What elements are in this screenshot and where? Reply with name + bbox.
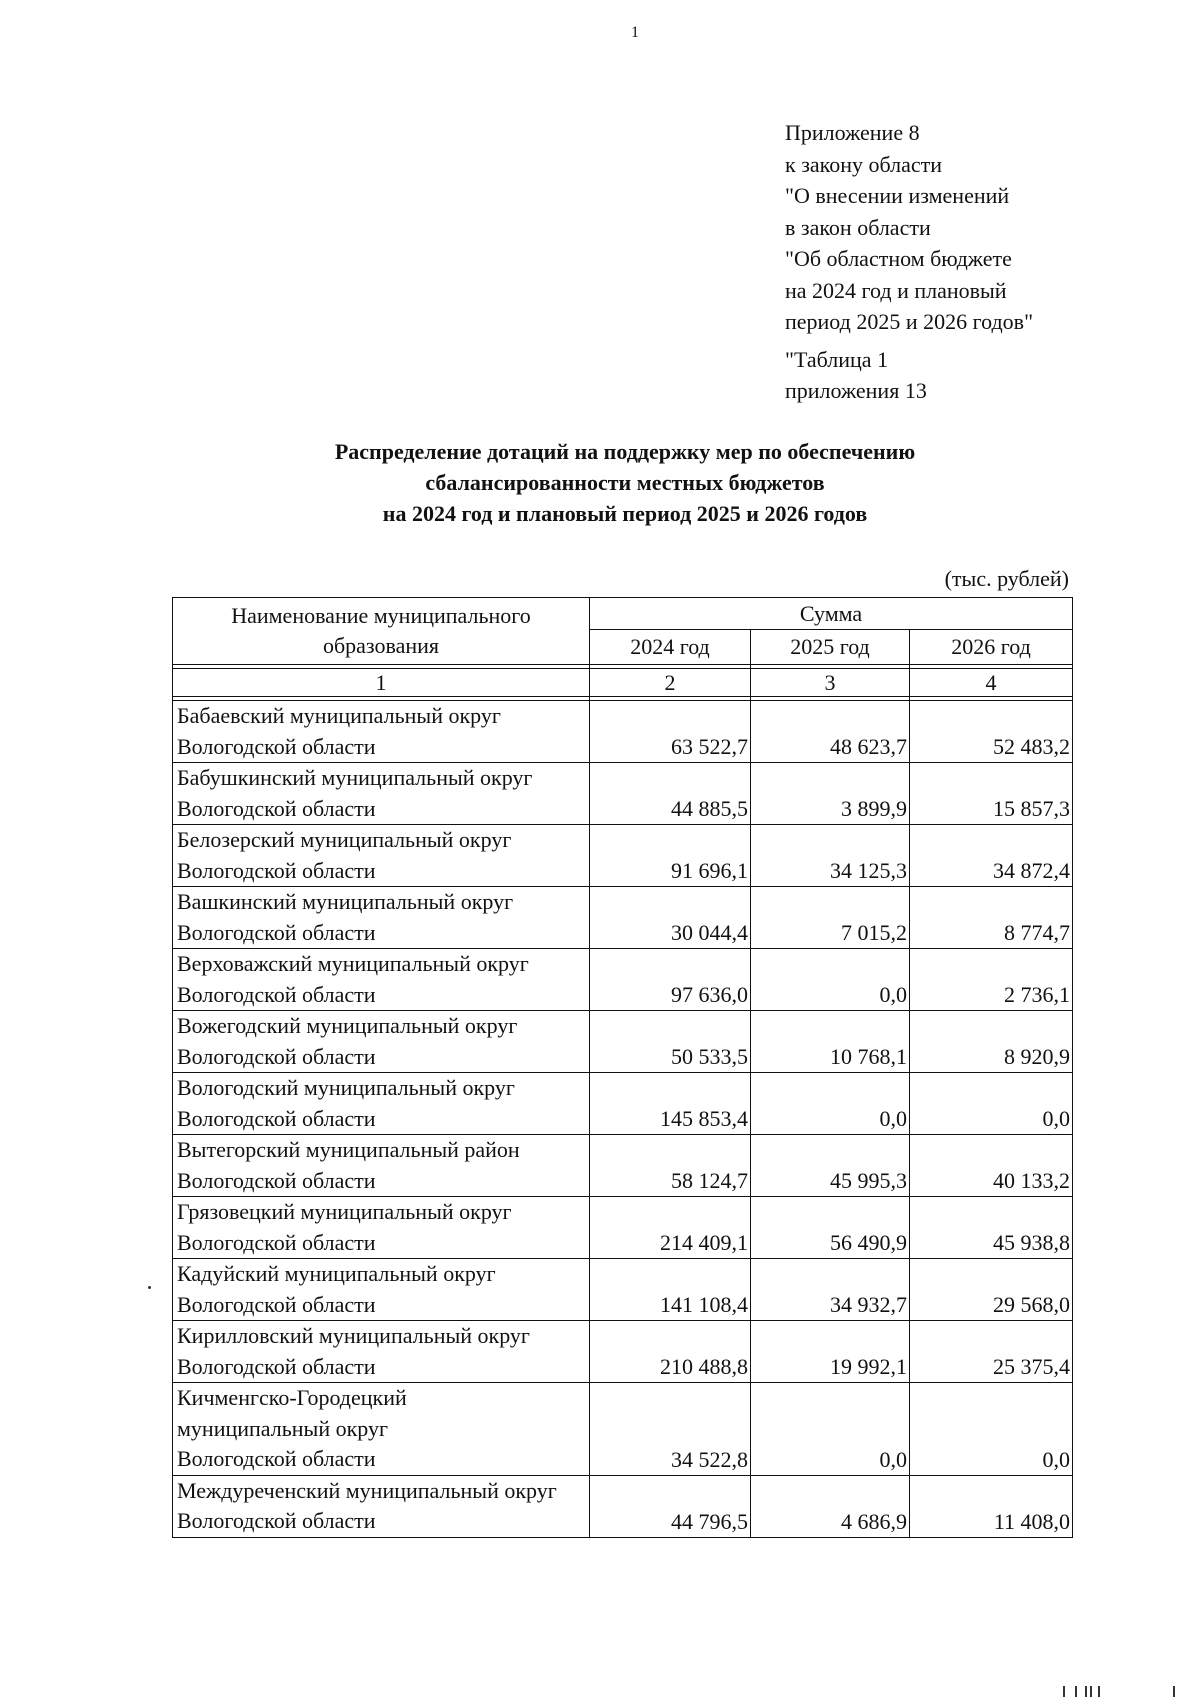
value-2025: 7 015,2 xyxy=(751,887,910,949)
value-2026: 34 872,4 xyxy=(910,825,1073,887)
table-row xyxy=(173,1259,1073,1321)
value-2024: 34 522,8 xyxy=(590,1383,751,1476)
value-2025: 34 125,3 xyxy=(751,825,910,887)
value-2026: 29 568,0 xyxy=(910,1259,1073,1321)
value-2024: 214 409,1 xyxy=(590,1197,751,1259)
appendix-line: Приложение 8 xyxy=(785,120,920,145)
municipality-name xyxy=(173,1011,590,1073)
municipality-name-line: Кадуйский муниципальный округ xyxy=(177,1261,496,1286)
document-title xyxy=(170,436,1080,529)
table-row xyxy=(173,701,1073,763)
header-year-2026: 2026 год xyxy=(910,630,1073,665)
municipality-name xyxy=(173,763,590,825)
municipality-name-line: Белозерский муниципальный округ xyxy=(177,827,512,852)
value-2025: 0,0 xyxy=(751,1383,910,1476)
column-number: 1 xyxy=(173,669,590,697)
value-2026: 2 736,1 xyxy=(910,949,1073,1011)
subsidies-table xyxy=(172,597,1073,1538)
municipality-name xyxy=(173,1259,590,1321)
value-2024: 141 108,4 xyxy=(590,1259,751,1321)
municipality-name-line: Вожегодский муниципальный округ xyxy=(177,1013,518,1038)
municipality-name-line: Кирилловский муниципальный округ xyxy=(177,1323,530,1348)
value-2024: 44 885,5 xyxy=(590,763,751,825)
municipality-name-line: Вологодской области xyxy=(177,919,376,945)
value-2024: 50 533,5 xyxy=(590,1011,751,1073)
municipality-name-line: Грязовецкий муниципальный округ xyxy=(177,1199,512,1224)
appendix-line: "О внесении изменений xyxy=(785,183,1010,208)
value-2026: 11 408,0 xyxy=(910,1475,1073,1537)
title-line: сбалансированности местных бюджетов xyxy=(425,470,825,495)
municipality-name-line: Вологодской области xyxy=(177,1353,376,1379)
table-row xyxy=(173,1011,1073,1073)
municipality-name-line: Вологодской области xyxy=(177,981,376,1007)
appendix-line: на 2024 год и плановый xyxy=(785,277,1007,303)
value-2025: 3 899,9 xyxy=(751,763,910,825)
value-2025: 19 992,1 xyxy=(751,1321,910,1383)
appendix-line: "Таблица 1 xyxy=(785,346,889,372)
header-name-column: Наименование муниципального образования xyxy=(173,598,590,665)
column-number-row xyxy=(173,669,1073,697)
scan-dot xyxy=(148,1286,151,1289)
appendix-line: к закону области xyxy=(785,151,943,177)
table-row xyxy=(173,1073,1073,1135)
municipality-name xyxy=(173,1197,590,1259)
value-2024: 30 044,4 xyxy=(590,887,751,949)
municipality-name-line: Вологодской области xyxy=(177,1508,376,1533)
value-2026: 52 483,2 xyxy=(910,701,1073,763)
title-line: Распределение дотаций на поддержку мер по обеспечению xyxy=(334,439,916,464)
appendix-note xyxy=(785,117,1033,407)
value-2026: 40 133,2 xyxy=(910,1135,1073,1197)
appendix-line: в закон области xyxy=(785,214,931,240)
municipality-name xyxy=(173,1073,590,1135)
municipality-name xyxy=(173,1321,590,1383)
value-2026: 0,0 xyxy=(910,1073,1073,1135)
value-2024: 91 696,1 xyxy=(590,825,751,887)
municipality-name xyxy=(173,825,590,887)
page-number: 1 xyxy=(631,24,639,41)
table-header-row xyxy=(173,598,1073,630)
municipality-name xyxy=(173,701,590,763)
value-2024: 97 636,0 xyxy=(590,949,751,1011)
municipality-name xyxy=(173,949,590,1011)
table-row xyxy=(173,763,1073,825)
municipality-name xyxy=(173,1475,590,1537)
value-2025: 56 490,9 xyxy=(751,1197,910,1259)
municipality-name-line: Вологодской области xyxy=(177,1167,376,1193)
value-2024: 44 796,5 xyxy=(590,1475,751,1537)
value-2024: 145 853,4 xyxy=(590,1073,751,1135)
units-label: (тыс. рублей) xyxy=(944,566,1069,591)
value-2025: 0,0 xyxy=(751,949,910,1011)
value-2026: 8 774,7 xyxy=(910,887,1073,949)
municipality-name-line: Кичменгско-Городецкий xyxy=(177,1385,407,1410)
municipality-name-line: муниципальный округ xyxy=(177,1415,389,1441)
table-row xyxy=(173,949,1073,1011)
table-row xyxy=(173,1475,1073,1537)
appendix-line: "Об областном бюджете xyxy=(785,246,1012,271)
value-2026: 8 920,9 xyxy=(910,1011,1073,1073)
municipality-name-line: Вологодской области xyxy=(177,1229,376,1255)
value-2025: 4 686,9 xyxy=(751,1475,910,1537)
table-row xyxy=(173,1197,1073,1259)
municipality-name-line: Вологодский муниципальный округ xyxy=(177,1075,515,1100)
header-year-2024: 2024 год xyxy=(590,630,751,665)
table-row xyxy=(173,887,1073,949)
title-line: на 2024 год и плановый период 2025 и 2026 годов xyxy=(382,501,868,526)
municipality-name-line: Вашкинский муниципальный округ xyxy=(177,889,514,914)
value-2026: 0,0 xyxy=(910,1383,1073,1476)
column-number: 2 xyxy=(590,669,751,697)
value-2025: 48 623,7 xyxy=(751,701,910,763)
municipality-name-line: Вологодской области xyxy=(177,1105,376,1131)
value-2026: 45 938,8 xyxy=(910,1197,1073,1259)
municipality-name xyxy=(173,887,590,949)
table-row xyxy=(173,1321,1073,1383)
appendix-line: период 2025 и 2026 годов" xyxy=(785,309,1034,334)
table-row xyxy=(173,1135,1073,1197)
municipality-name-line: Междуреченский муниципальный округ xyxy=(177,1477,557,1503)
value-2024: 63 522,7 xyxy=(590,701,751,763)
municipality-name-line: Вологодской области xyxy=(177,733,376,759)
scan-edge-marks xyxy=(1063,1686,1183,1697)
municipality-name xyxy=(173,1383,590,1476)
value-2024: 210 488,8 xyxy=(590,1321,751,1383)
municipality-name-line: Бабаевский муниципальный округ xyxy=(177,703,501,728)
value-2025: 0,0 xyxy=(751,1073,910,1135)
value-2025: 34 932,7 xyxy=(751,1259,910,1321)
municipality-name-line: Верховажский муниципальный округ xyxy=(177,951,529,976)
column-number: 4 xyxy=(910,669,1073,697)
header-sum-column: Сумма xyxy=(590,598,1073,630)
value-2024: 58 124,7 xyxy=(590,1135,751,1197)
municipality-name-line: Вытегорский муниципальный район xyxy=(177,1137,520,1162)
municipality-name xyxy=(173,1135,590,1197)
municipality-name-line: Вологодской области xyxy=(177,1446,376,1471)
value-2025: 10 768,1 xyxy=(751,1011,910,1073)
header-year-2025: 2025 год xyxy=(751,630,910,665)
municipality-name-line: Вологодской области xyxy=(177,1291,376,1317)
value-2026: 15 857,3 xyxy=(910,763,1073,825)
appendix-line: приложения 13 xyxy=(785,378,927,403)
table-row xyxy=(173,1383,1073,1476)
municipality-name-line: Вологодской области xyxy=(177,795,376,821)
municipality-name-line: Бабушкинский муниципальный округ xyxy=(177,765,533,790)
municipality-name-line: Вологодской области xyxy=(177,1043,376,1069)
column-number: 3 xyxy=(751,669,910,697)
value-2025: 45 995,3 xyxy=(751,1135,910,1197)
value-2026: 25 375,4 xyxy=(910,1321,1073,1383)
municipality-name-line: Вологодской области xyxy=(177,857,376,883)
table-row xyxy=(173,825,1073,887)
